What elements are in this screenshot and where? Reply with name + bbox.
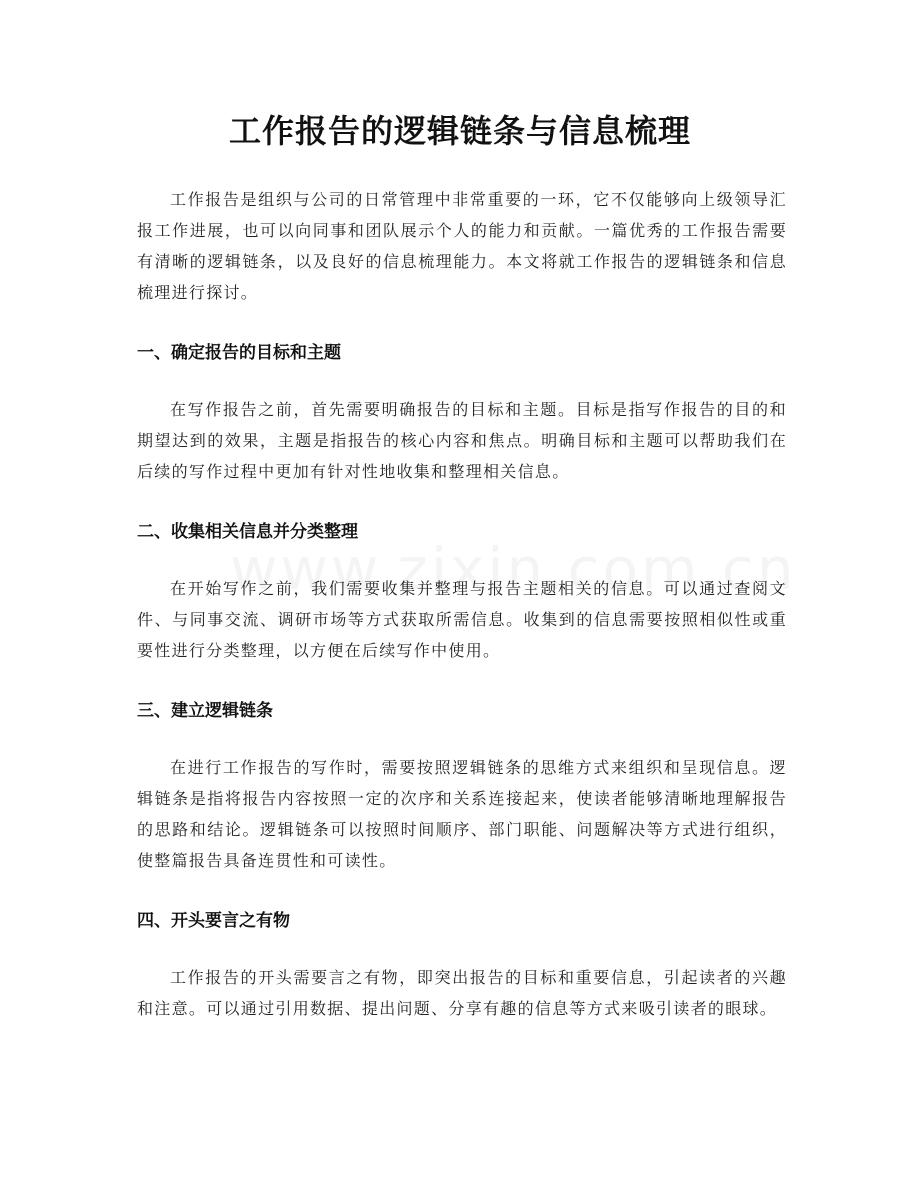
section-heading-1: 一、确定报告的目标和主题 xyxy=(137,343,341,363)
section-heading-2: 二、收集相关信息并分类整理 xyxy=(137,522,358,542)
section-heading-4: 四、开头要言之有物 xyxy=(137,911,290,931)
section-body-3: 在进行工作报告的写作时，需要按照逻辑链条的思维方式来组织和呈现信息。逻辑链条是指将报告内容按照一定的次序和关系连接起来，使读者能够清晰地理解报告的思路和结论。逻辑链条可以按照时间顺序、部门职能、问题解决等方式进行组织，使整篇报告具备连贯性和可读性。 xyxy=(137,758,787,870)
document-body xyxy=(137,184,787,1024)
section-body-2: 在开始写作之前，我们需要收集并整理与报告主题相关的信息。可以通过查阅文件、与同事交流、调研市场等方式获取所需信息。收集到的信息需要按照相似性或重要性进行分类整理，以方便在后续写作中使用。 xyxy=(137,579,787,660)
intro-paragraph: 工作报告是组织与公司的日常管理中非常重要的一环，它不仅能够向上级领导汇报工作进展，也可以向同事和团队展示个人的能力和贡献。一篇优秀的工作报告需要有清晰的逻辑链条，以及良好的信息梳理能力。本文将就工作报告的逻辑链条和信息梳理进行探讨。 xyxy=(137,190,787,302)
section-heading-3: 三、建立逻辑链条 xyxy=(137,701,273,721)
document-title: 工作报告的逻辑链条与信息梳理 xyxy=(228,112,691,150)
section-body-1: 在写作报告之前，首先需要明确报告的目标和主题。目标是指写作报告的目的和期望达到的效果，主题是指报告的核心内容和焦点。明确目标和主题可以帮助我们在后续的写作过程中更加有针对性地收集和整理相关信息。 xyxy=(137,400,787,481)
section-body-4: 工作报告的开头需要言之有物，即突出报告的目标和重要信息，引起读者的兴趣和注意。可以通过引用数据、提出问题、分享有趣的信息等方式来吸引读者的眼球。 xyxy=(137,968,787,1018)
